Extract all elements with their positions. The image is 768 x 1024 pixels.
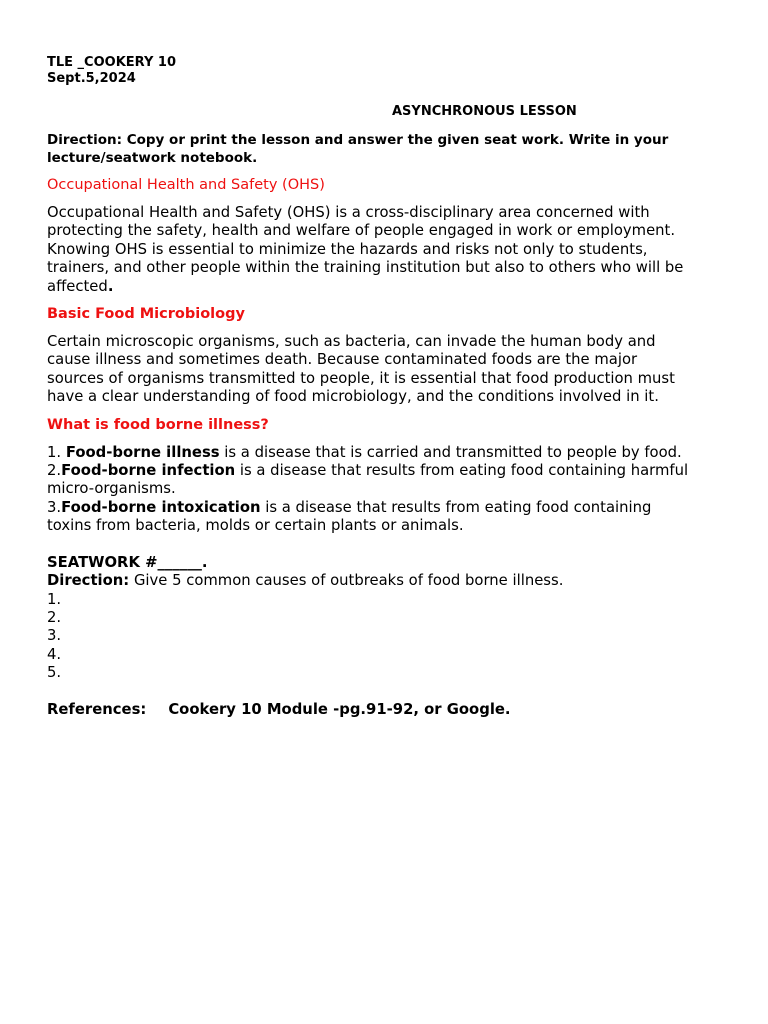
references-text: Cookery 10 Module -pg.91-92, or Google.: [168, 700, 511, 718]
list-item: [47, 462, 727, 499]
document-page: [47, 55, 727, 719]
references-label: References:: [47, 700, 147, 718]
paragraph-line: have a clear understanding of food microbiology, and the conditions involved in it.: [47, 388, 659, 406]
paragraph-line: Occupational Health and Safety (OHS) is a cross-disciplinary area concerned with: [47, 204, 650, 221]
seatwork-direction: [47, 572, 727, 590]
item-term: Food-borne infection: [61, 462, 236, 480]
list-item: [47, 499, 727, 536]
paragraph-line: Knowing OHS is essential to minimize the hazards and risks not only to students,: [47, 240, 648, 258]
item-definition: is a disease that results from eating food containing: [260, 498, 652, 516]
list-item: [47, 444, 727, 462]
direction-block: [47, 131, 727, 167]
seatwork-direction-label: Direction:: [47, 572, 130, 590]
answer-line-4: 4.: [47, 645, 62, 663]
date-line: Sept.5,2024: [47, 71, 136, 86]
seatwork-direction-text: Give 5 common causes of outbreaks of food borne illness.: [129, 572, 564, 590]
direction-line-2: lecture/seatwork notebook.: [47, 150, 258, 166]
paragraph-line: protecting the safety, health and welfare of people engaged in work or employment.: [47, 222, 676, 240]
item-term: Food-borne illness: [65, 443, 220, 461]
answer-line-1: 1.: [47, 590, 62, 608]
foodborne-heading: What is food borne illness?: [47, 416, 269, 433]
item-continuation: toxins from bacteria, molds or certain plants or animals.: [47, 517, 464, 535]
subject-line: TLE _COOKERY 10: [47, 55, 176, 70]
microbiology-paragraph: [47, 333, 727, 407]
references-line: [47, 701, 727, 719]
last-line-period: .: [107, 277, 114, 295]
item-number: 2.: [47, 462, 62, 480]
lesson-title: ASYNCHRONOUS LESSON: [392, 104, 577, 119]
paragraph-line: sources of organisms transmitted to people, it is essential that food production must: [47, 369, 675, 387]
answer-line-3: 3.: [47, 627, 62, 645]
seatwork-title: SEATWORK #______.: [47, 553, 208, 571]
paragraph-line: Certain microscopic organisms, such as bacteria, can invade the human body and: [47, 333, 656, 351]
item-term: Food-borne intoxication: [61, 498, 261, 516]
item-number: 3.: [47, 498, 62, 516]
item-continuation: micro-organisms.: [47, 480, 176, 498]
item-number: 1.: [47, 443, 66, 461]
foodborne-list: [47, 444, 727, 536]
direction-line-1: Direction: Copy or print the lesson and answer the given seat work. Write in your: [47, 132, 669, 148]
last-line-text: affected: [47, 277, 108, 295]
answer-line-5: 5.: [47, 664, 62, 682]
ohs-paragraph: [47, 204, 727, 296]
answer-line-2: 2.: [47, 608, 62, 626]
paragraph-line: cause illness and sometimes death. Because contaminated foods are the major: [47, 351, 638, 369]
paragraph-line: trainers, and other people within the training institution but also to others who will be: [47, 259, 684, 277]
seatwork-section: [47, 554, 727, 683]
item-definition: is a disease that is carried and transmitted to people by food.: [219, 443, 682, 461]
item-definition: is a disease that results from eating food containing harmful: [235, 462, 689, 480]
paragraph-line: [47, 278, 727, 296]
ohs-heading: Occupational Health and Safety (OHS): [47, 177, 325, 193]
microbiology-heading: Basic Food Microbiology: [47, 306, 245, 323]
